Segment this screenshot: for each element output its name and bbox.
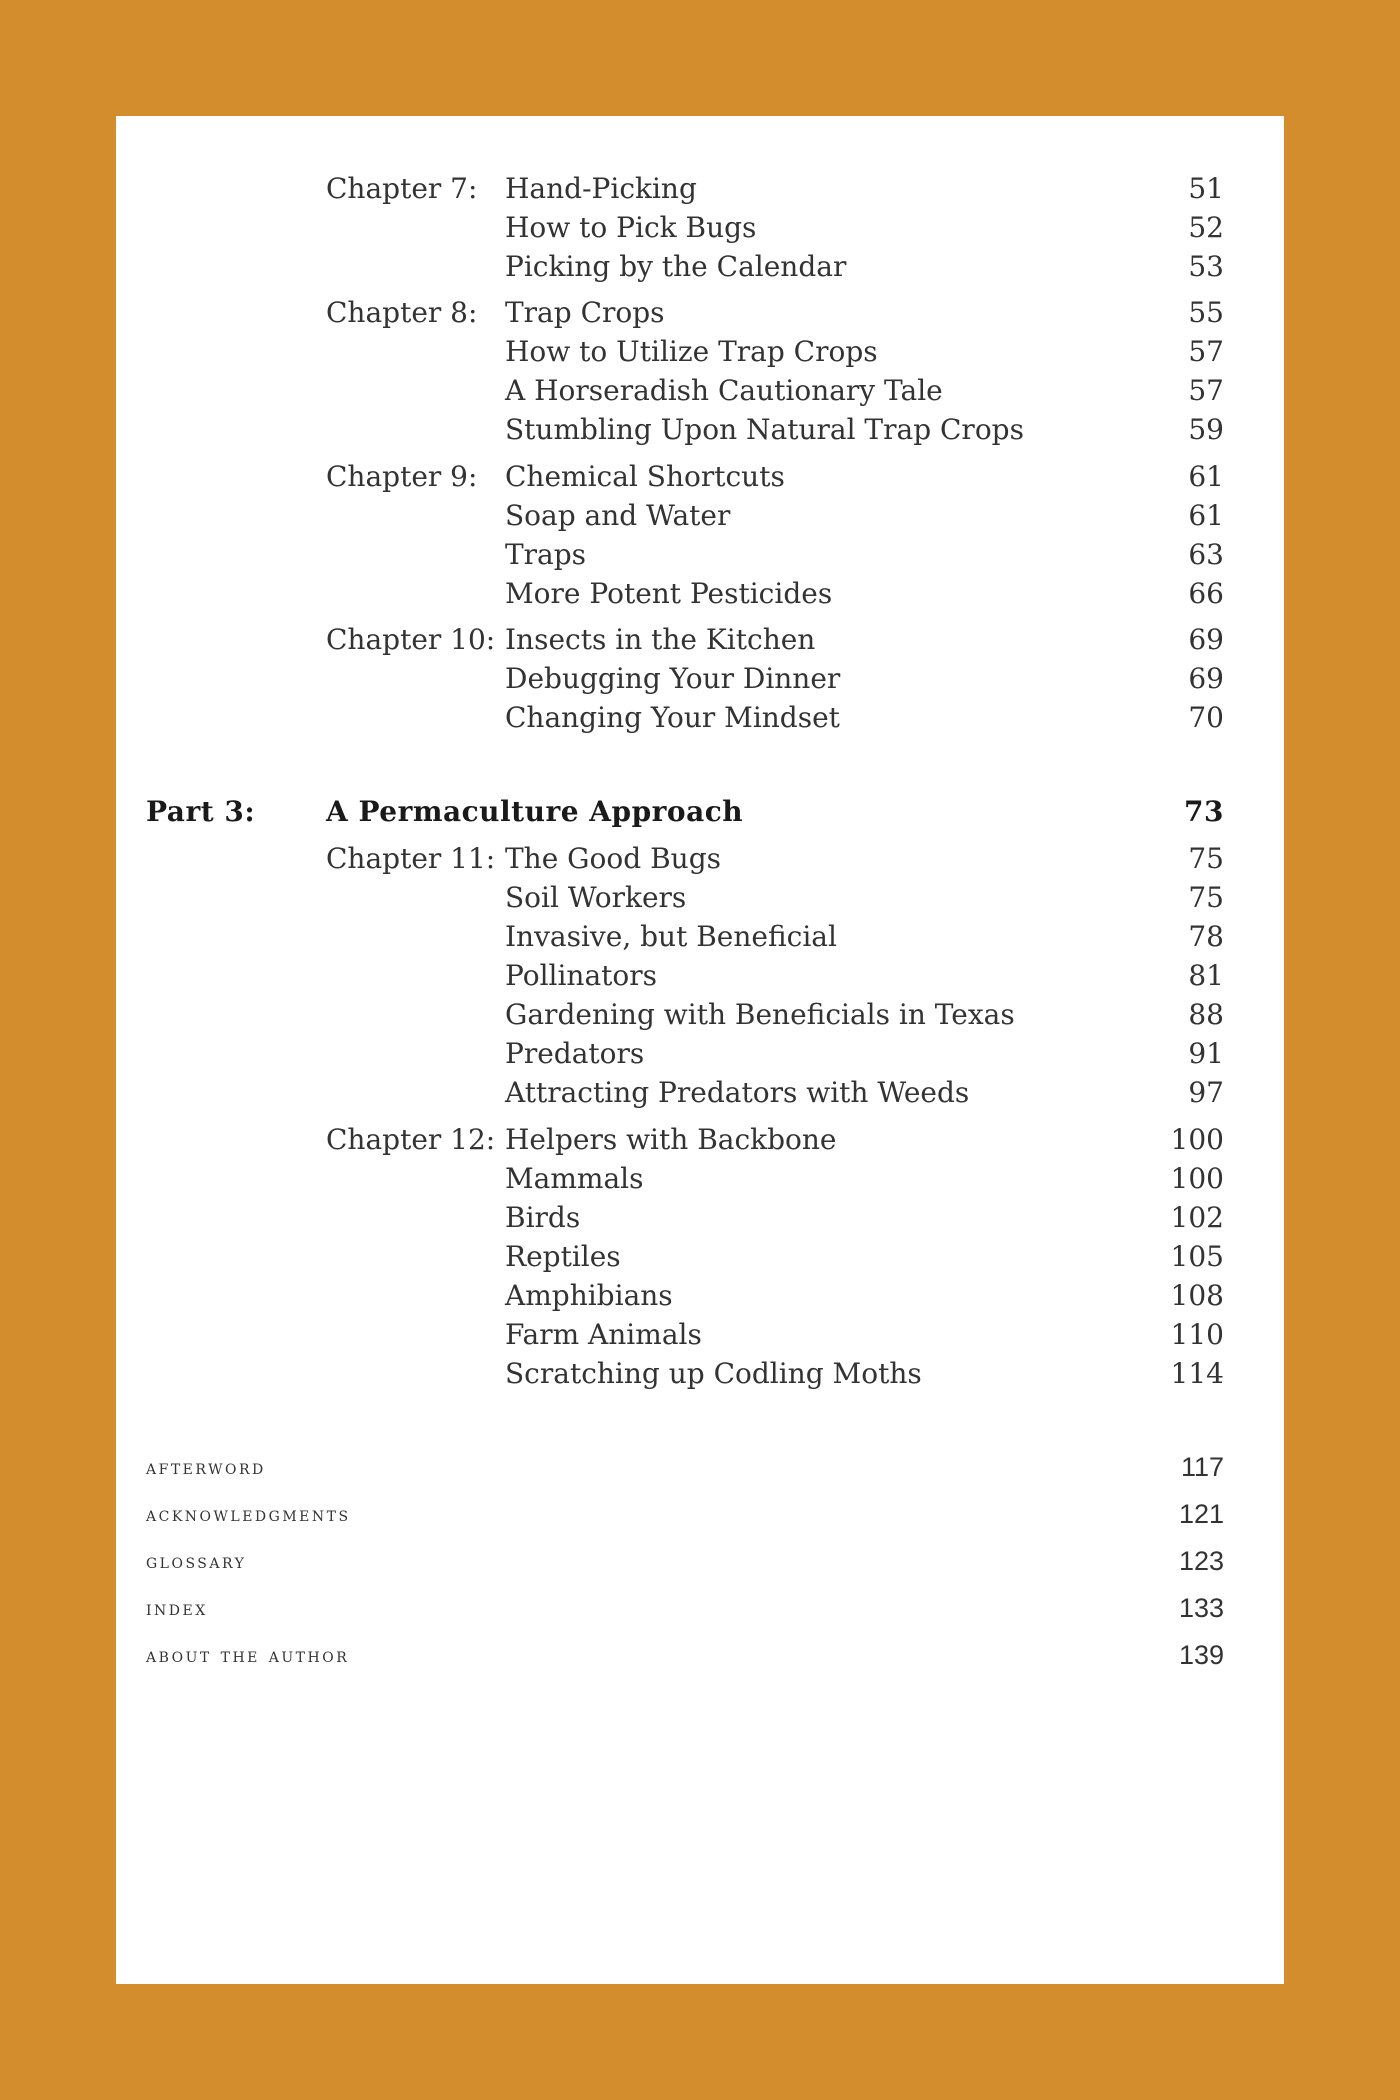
chapter-label: Chapter 8: <box>326 296 478 329</box>
chapter-title: Hand-Picking <box>505 172 697 205</box>
toc-section-row[interactable] <box>116 496 1284 535</box>
section-title: Predators <box>505 1037 645 1070</box>
section-title: Debugging Your Dinner <box>505 662 841 695</box>
page-number: 69 <box>1188 662 1224 695</box>
toc-section-row[interactable] <box>116 535 1284 574</box>
section-title: Soap and Water <box>505 499 731 532</box>
section-title: A Horseradish Cautionary Tale <box>505 374 943 407</box>
chapter-title: Helpers with Backbone <box>505 1123 837 1156</box>
page-number: 110 <box>1170 1318 1224 1351</box>
toc-section-row[interactable] <box>116 995 1284 1034</box>
toc-section-row[interactable] <box>116 956 1284 995</box>
toc-section-row[interactable] <box>116 878 1284 917</box>
toc-section-row[interactable] <box>116 1276 1284 1315</box>
toc-backmatter-row[interactable] <box>116 1495 1284 1534</box>
page-number: 133 <box>1178 1593 1224 1623</box>
chapter-title: Chemical Shortcuts <box>505 460 785 493</box>
page-number: 117 <box>1180 1452 1224 1482</box>
section-title: Changing Your Mindset <box>505 701 840 734</box>
page-number: 88 <box>1188 998 1224 1031</box>
page-number: 121 <box>1178 1499 1224 1529</box>
page-number: 102 <box>1170 1201 1224 1234</box>
toc-chapter-row[interactable] <box>116 293 1284 332</box>
section-title: Scratching up Codling Moths <box>505 1357 922 1390</box>
page-number: 63 <box>1188 538 1224 571</box>
toc-section-row[interactable] <box>116 659 1284 698</box>
chapter-label: Chapter 7: <box>326 172 478 205</box>
toc-section-row[interactable] <box>116 1073 1284 1112</box>
toc-backmatter-row[interactable] <box>116 1589 1284 1628</box>
chapter-label: Chapter 11: <box>326 842 496 875</box>
chapter-title: The Good Bugs <box>505 842 721 875</box>
page-number: 75 <box>1188 881 1224 914</box>
part-title: A Permaculture Approach <box>326 795 744 828</box>
toc-section-row[interactable] <box>116 698 1284 737</box>
part-label: Part 3: <box>146 795 256 828</box>
page-number: 108 <box>1170 1279 1224 1312</box>
toc-backmatter-row[interactable] <box>116 1448 1284 1487</box>
section-title: Traps <box>505 538 587 571</box>
page-number: 139 <box>1178 1640 1224 1670</box>
section-title: More Potent Pesticides <box>505 577 833 610</box>
toc-backmatter-row[interactable] <box>116 1542 1284 1581</box>
chapter-title: Insects in the Kitchen <box>505 623 816 656</box>
toc-chapter-row[interactable] <box>116 169 1284 208</box>
toc-chapter-row[interactable] <box>116 457 1284 496</box>
section-title: Pollinators <box>505 959 658 992</box>
backmatter-label: acknowledgments <box>146 1502 351 1526</box>
page-number: 70 <box>1188 701 1224 734</box>
section-title: Stumbling Upon Natural Trap Crops <box>505 413 1024 446</box>
chapter-title: Trap Crops <box>505 296 665 329</box>
toc-part-row[interactable] <box>116 792 1284 831</box>
page-number: 123 <box>1178 1546 1224 1576</box>
page-number: 51 <box>1188 172 1224 205</box>
toc-section-row[interactable] <box>116 1034 1284 1073</box>
toc-section-row[interactable] <box>116 1237 1284 1276</box>
page-number: 61 <box>1188 499 1224 532</box>
section-title: Birds <box>505 1201 581 1234</box>
page-number: 66 <box>1188 577 1224 610</box>
page-number: 78 <box>1188 920 1224 953</box>
section-title: Mammals <box>505 1162 644 1195</box>
page-number: 61 <box>1188 460 1224 493</box>
page-number: 91 <box>1188 1037 1224 1070</box>
page-number: 57 <box>1188 335 1224 368</box>
page-number: 73 <box>1184 795 1224 828</box>
page-number: 97 <box>1188 1076 1224 1109</box>
page-number: 105 <box>1170 1240 1224 1273</box>
toc-chapter-row[interactable] <box>116 620 1284 659</box>
section-title: Farm Animals <box>505 1318 702 1351</box>
backmatter-label: afterword <box>146 1455 266 1479</box>
toc-section-row[interactable] <box>116 371 1284 410</box>
toc-section-row[interactable] <box>116 917 1284 956</box>
toc-section-row[interactable] <box>116 247 1284 286</box>
toc-chapter-row[interactable] <box>116 839 1284 878</box>
toc-section-row[interactable] <box>116 1315 1284 1354</box>
section-title: Invasive, but Beneficial <box>505 920 837 953</box>
toc-section-row[interactable] <box>116 332 1284 371</box>
toc-section-row[interactable] <box>116 410 1284 449</box>
toc-chapter-row[interactable] <box>116 1120 1284 1159</box>
toc-page <box>116 116 1284 1984</box>
section-title: Reptiles <box>505 1240 621 1273</box>
chapter-label: Chapter 10: <box>326 623 496 656</box>
section-title: Gardening with Beneficials in Texas <box>505 998 1015 1031</box>
page-number: 100 <box>1170 1162 1224 1195</box>
section-title: Attracting Predators with Weeds <box>505 1076 970 1109</box>
toc-section-row[interactable] <box>116 208 1284 247</box>
page-number: 81 <box>1188 959 1224 992</box>
page-number: 75 <box>1188 842 1224 875</box>
section-title: How to Pick Bugs <box>505 211 757 244</box>
page-number: 57 <box>1188 374 1224 407</box>
section-title: Picking by the Calendar <box>505 250 847 283</box>
page-number: 69 <box>1188 623 1224 656</box>
chapter-label: Chapter 9: <box>326 460 478 493</box>
toc-section-row[interactable] <box>116 574 1284 613</box>
page-number: 59 <box>1188 413 1224 446</box>
backmatter-label: glossary <box>146 1549 247 1573</box>
page-number: 55 <box>1188 296 1224 329</box>
chapter-label: Chapter 12: <box>326 1123 496 1156</box>
page-number: 114 <box>1170 1357 1224 1390</box>
toc-section-row[interactable] <box>116 1159 1284 1198</box>
backmatter-label: index <box>146 1596 208 1620</box>
page-number: 52 <box>1188 211 1224 244</box>
toc-section-row[interactable] <box>116 1354 1284 1393</box>
section-title: Amphibians <box>505 1279 673 1312</box>
page-number: 53 <box>1188 250 1224 283</box>
toc-section-row[interactable] <box>116 1198 1284 1237</box>
section-title: How to Utilize Trap Crops <box>505 335 878 368</box>
page-number: 100 <box>1170 1123 1224 1156</box>
section-title: Soil Workers <box>505 881 687 914</box>
backmatter-label: about the author <box>146 1643 350 1667</box>
toc-backmatter-row[interactable] <box>116 1636 1284 1675</box>
